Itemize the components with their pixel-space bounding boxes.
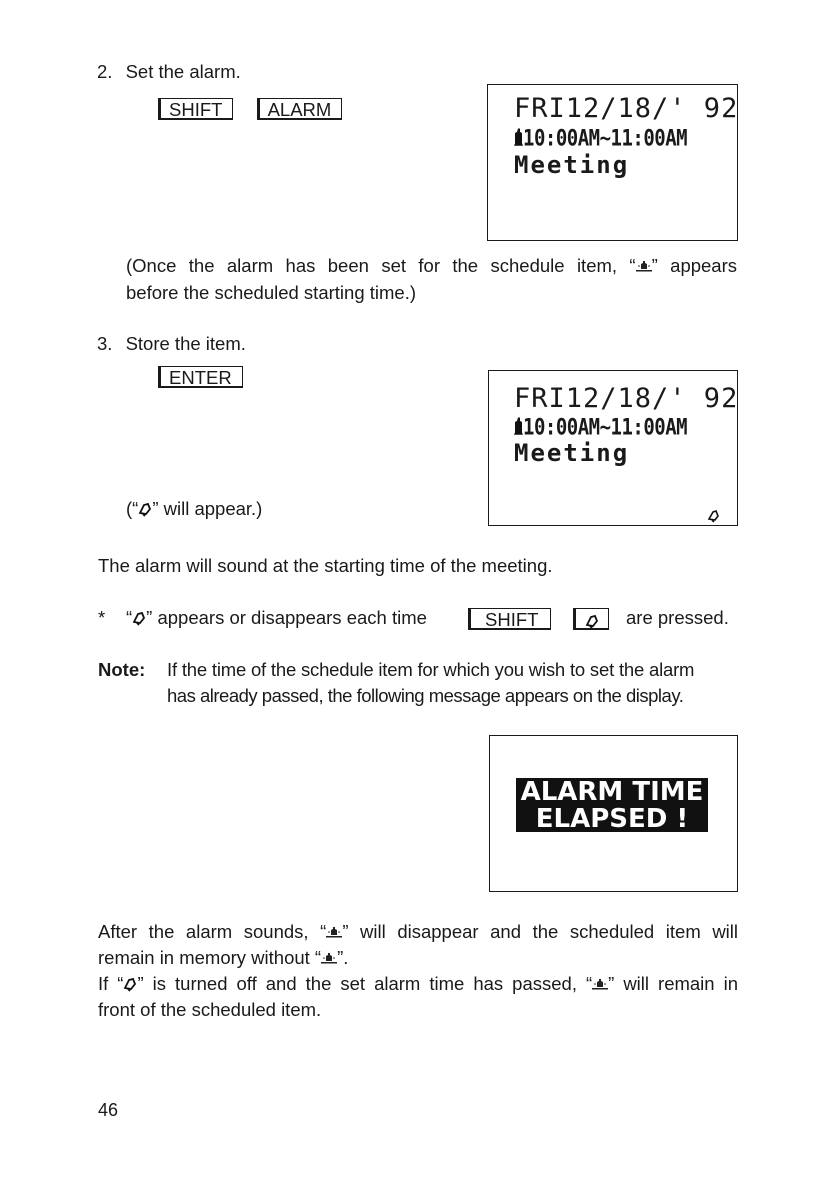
lcd-title: Meeting xyxy=(514,439,630,467)
lcd-time-row: 10:00AM~11:00AM xyxy=(514,125,687,153)
after-line-1: After the alarm sounds, “ ” will disappear and the scheduled item will xyxy=(98,921,739,942)
lcd-date: FRI12/18/' 92 xyxy=(514,383,739,414)
step-number: 2. xyxy=(97,61,113,82)
elapsed-line-1: ALARM TIME xyxy=(520,777,704,807)
lcd-title: Meeting xyxy=(514,151,630,179)
after-line-4: front of the scheduled item. xyxy=(98,999,322,1020)
alarm-toggle-key xyxy=(573,608,609,630)
step-2-note-line-1: (Once the alarm has been set for the schedule item, “ ” appears xyxy=(126,255,738,276)
shift-key: SHIFT xyxy=(468,608,551,630)
step-3-heading xyxy=(97,331,246,357)
alarm-set-icon xyxy=(592,978,608,990)
bell-icon xyxy=(138,501,152,517)
alarm-set-icon xyxy=(514,416,523,437)
step-2-heading xyxy=(97,59,241,85)
alarm-set-icon xyxy=(514,127,523,148)
note-label: Note: xyxy=(98,659,146,680)
alarm-elapsed-message xyxy=(516,778,708,832)
shift-key: SHIFT xyxy=(158,98,233,120)
lcd-date: FRI12/18/' 92 xyxy=(514,93,739,124)
alarm-key: ALARM xyxy=(257,98,343,120)
alarm-sound-sentence: The alarm will sound at the starting time of the meeting. xyxy=(98,555,553,576)
alarm-set-icon xyxy=(321,952,337,964)
note-line-2: has already passed, the following message appears on the display. xyxy=(167,685,684,706)
lcd-display-elapsed xyxy=(489,735,738,892)
page-number: 46 xyxy=(98,1100,119,1120)
step-3-note: (“ ” will appear.) xyxy=(126,498,263,519)
toggle-note-bullet: * xyxy=(98,607,106,628)
alarm-set-icon xyxy=(326,926,342,938)
toggle-note-end: are pressed. xyxy=(626,607,729,628)
alarm-set-icon xyxy=(636,260,652,272)
step-title: Set the alarm. xyxy=(125,61,241,82)
after-line-2: remain in memory without “ ”. xyxy=(98,947,349,968)
lcd-display-step-2 xyxy=(487,84,738,241)
note-line-1: If the time of the schedule item for which you wish to set the alarm xyxy=(167,659,695,680)
after-line-3: If “ ” is turned off and the set alarm time has passed, “ ” will remain in xyxy=(98,973,738,994)
bell-icon xyxy=(584,613,600,629)
elapsed-line-2: ELAPSED ! xyxy=(535,804,689,834)
toggle-note-keys xyxy=(468,607,609,630)
step-2-keys xyxy=(158,97,342,120)
step-2-note-line-2: before the scheduled starting time.) xyxy=(126,282,416,303)
bell-icon xyxy=(707,509,721,523)
enter-key: ENTER xyxy=(158,366,243,388)
toggle-note: “ ” appears or disappears each time xyxy=(126,607,427,628)
step-number: 3. xyxy=(97,333,113,354)
step-3-keys xyxy=(158,365,243,388)
step-title: Store the item. xyxy=(125,333,246,354)
lcd-display-step-3 xyxy=(488,370,738,526)
bell-icon xyxy=(123,976,137,992)
lcd-time-row: 10:00AM~11:00AM xyxy=(514,414,687,442)
bell-icon xyxy=(132,610,146,626)
